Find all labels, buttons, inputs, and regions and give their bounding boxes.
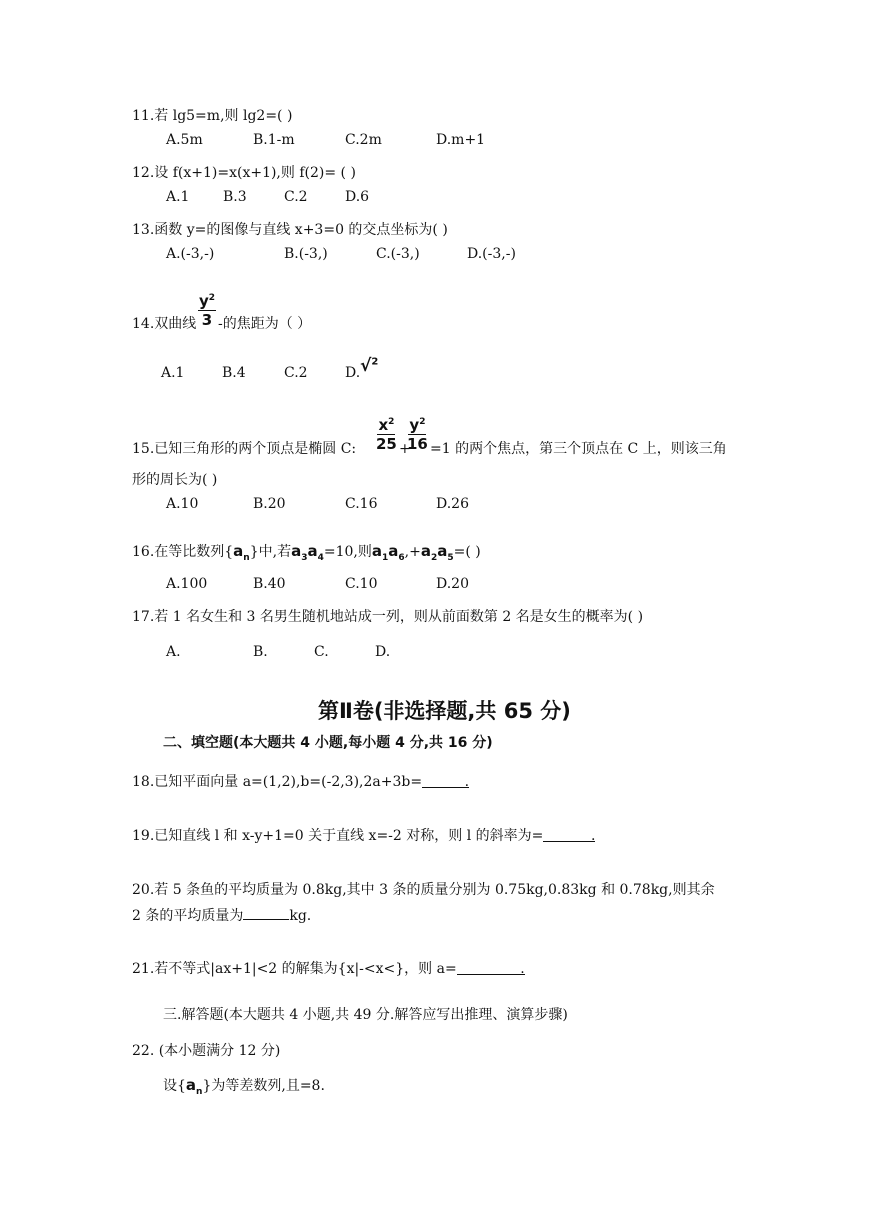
q12-option-c: C.2 xyxy=(284,189,308,205)
q21-text: 21.若不等式|ax+1|<2 的解集为{x|-<x<}，则 a= xyxy=(132,961,457,977)
q16-term-a4 xyxy=(307,542,324,563)
q22-stem xyxy=(163,1076,325,1101)
q16-stem xyxy=(132,542,481,567)
q14-option-c: C.2 xyxy=(284,365,308,381)
section2-heading: 二、填空题(本大题共 4 小题,每小题 4 分,共 16 分) xyxy=(163,735,493,751)
q16-a3-sub: 3 xyxy=(301,553,308,563)
q16-term-an xyxy=(233,542,250,563)
q15-fraction-1 xyxy=(376,414,397,452)
section3-heading: 三.解答题(本大题共 4 小题,共 49 分.解答应写出推理、演算步骤) xyxy=(163,1007,568,1023)
q11-option-b: B.1-m xyxy=(253,132,295,148)
q15-fraction-2 xyxy=(407,414,428,452)
q16-a2-base: a xyxy=(420,542,431,560)
q15-f2-denominator: 16 xyxy=(407,435,428,453)
q14-frac-denominator: 3 xyxy=(201,311,213,329)
q11-option-c: C.2m xyxy=(345,132,382,148)
q11-option-a: A.5m xyxy=(166,132,203,148)
q16-an-sub: n xyxy=(243,553,250,563)
q15-f2-numerator: y xyxy=(409,416,420,434)
q16-term-a2 xyxy=(420,542,438,563)
q22-text-1: 设{ xyxy=(163,1078,186,1094)
q16-option-c: C.10 xyxy=(345,576,378,592)
q14-option-b: B.4 xyxy=(222,365,246,381)
q20-text-pre: 2 条的平均质量为 xyxy=(132,908,244,924)
q13-option-b: B.(-3,) xyxy=(284,246,328,262)
q15-option-d: D.26 xyxy=(436,496,469,512)
q16-option-d: D.20 xyxy=(436,576,469,592)
q12-option-b: B.3 xyxy=(223,189,247,205)
q19-stem xyxy=(132,827,595,845)
q20-line1: 20.若 5 条鱼的平均质量为 0.8kg,其中 3 条的质量分别为 0.75kg,0.83kg 和 0.78kg,则其余 xyxy=(132,882,715,898)
q16-an-base: a xyxy=(233,542,244,560)
q16-term-a5 xyxy=(437,542,454,563)
q16-text-3: =10,则 xyxy=(323,544,372,560)
q13-option-d: D.(-3,-) xyxy=(467,246,516,262)
q16-a4-sub: 4 xyxy=(317,553,324,563)
q14-prefix: 14.双曲线 xyxy=(132,316,197,332)
q17-stem: 17.若 1 名女生和 3 名男生随机地站成一列，则从前面数第 2 名是女生的概率为( ) xyxy=(132,609,644,625)
q16-term-a3 xyxy=(291,542,308,563)
q11-stem: 11.若 lg5=m,则 lg2=( ) xyxy=(132,108,293,124)
q13-stem: 13.函数 y=的图像与直线 x+3=0 的交点坐标为( ) xyxy=(132,222,448,238)
q19-answer-blank[interactable] xyxy=(543,827,595,842)
q15-f1-numerator: x xyxy=(378,416,389,434)
q14-option-d: D. xyxy=(345,365,361,381)
q22-an-base: a xyxy=(185,1076,197,1094)
q22-text-2: }为等差数列,且=8. xyxy=(202,1078,325,1094)
q16-a4-base: a xyxy=(307,542,318,560)
q16-a2-sub: 2 xyxy=(430,553,438,563)
q15-line2: 形的周长为( ) xyxy=(132,472,218,488)
q21-answer-blank[interactable] xyxy=(457,960,525,975)
q15-f2-exponent: 2 xyxy=(419,417,426,427)
q18-stem xyxy=(132,773,469,791)
q16-term-a1 xyxy=(371,542,389,563)
q15-f1-exponent: 2 xyxy=(388,417,395,427)
q16-a6-sub: 6 xyxy=(398,553,405,563)
q13-option-a: A.(-3,-) xyxy=(166,246,215,262)
q12-option-a: A.1 xyxy=(166,189,190,205)
q18-answer-blank[interactable] xyxy=(422,773,469,788)
q13-option-c: C.(-3,) xyxy=(376,246,420,262)
q20-text-post: kg. xyxy=(289,908,312,924)
q16-option-b: B.40 xyxy=(253,576,286,592)
q14-frac-exponent: 2 xyxy=(208,293,216,303)
q16-a1-base: a xyxy=(371,542,382,560)
q22-an-sub: n xyxy=(196,1087,203,1097)
q15-option-c: C.16 xyxy=(345,496,378,512)
q17-option-d: D. xyxy=(375,644,391,660)
q21-stem xyxy=(132,960,525,978)
q14-fraction xyxy=(198,290,216,328)
q15-prefix: 15.已知三角形的两个顶点是椭圆 C: xyxy=(132,441,357,457)
q16-text-2: }中,若 xyxy=(249,544,292,560)
q11-option-d: D.m+1 xyxy=(436,132,486,148)
part2-title: 第Ⅱ卷(非选择题,共 65 分) xyxy=(318,699,571,723)
q15-f1-denominator: 25 xyxy=(376,435,397,453)
q22-heading: 22. (本小题满分 12 分) xyxy=(132,1043,281,1059)
q15-option-b: B.20 xyxy=(253,496,286,512)
q15-plus: + xyxy=(399,441,411,457)
q14-frac-numerator: y xyxy=(199,292,209,310)
q17-option-c: C. xyxy=(314,644,329,660)
q22-term-an xyxy=(185,1076,203,1097)
q14-suffix: -的焦距为（ ） xyxy=(218,316,312,332)
q16-text-5: =( ) xyxy=(453,544,481,560)
q18-end: . xyxy=(464,774,470,790)
q19-end: . xyxy=(590,828,596,844)
q14-option-a: A.1 xyxy=(161,365,185,381)
q17-option-b: B. xyxy=(253,644,268,660)
q16-option-a: A.100 xyxy=(166,576,208,592)
q16-text-4: ,+ xyxy=(404,544,421,560)
q12-stem: 12.设 f(x+1)=x(x+1),则 f(2)= ( ) xyxy=(132,165,356,181)
q16-a6-base: a xyxy=(388,542,399,560)
q14-sqrt-radical: √ xyxy=(360,356,372,376)
q18-text: 18.已知平面向量 a=(1,2),b=(-2,3),2a+3b= xyxy=(132,774,423,790)
q12-option-d: D.6 xyxy=(345,189,370,205)
q16-a3-base: a xyxy=(291,542,302,560)
q19-text: 19.已知直线 l 和 x-y+1=0 关于直线 x=-2 对称，则 l 的斜率为= xyxy=(132,828,544,844)
q16-a1-sub: 1 xyxy=(381,553,389,563)
q14-sqrt-radicand: 2 xyxy=(371,356,379,368)
q14-sqrt-symbol xyxy=(360,356,378,376)
q16-a5-sub: 5 xyxy=(447,553,454,563)
q20-answer-blank[interactable] xyxy=(243,905,289,920)
q16-text-1: 16.在等比数列{ xyxy=(132,544,234,560)
q16-term-a6 xyxy=(388,542,405,563)
q21-end: . xyxy=(520,961,525,977)
q15-option-a: A.10 xyxy=(166,496,199,512)
q17-option-a: A. xyxy=(166,644,181,660)
q20-line2 xyxy=(132,905,311,925)
q16-a5-base: a xyxy=(437,542,448,560)
q15-suffix: =1 的两个焦点，第三个顶点在 C 上，则该三角 xyxy=(430,441,727,457)
